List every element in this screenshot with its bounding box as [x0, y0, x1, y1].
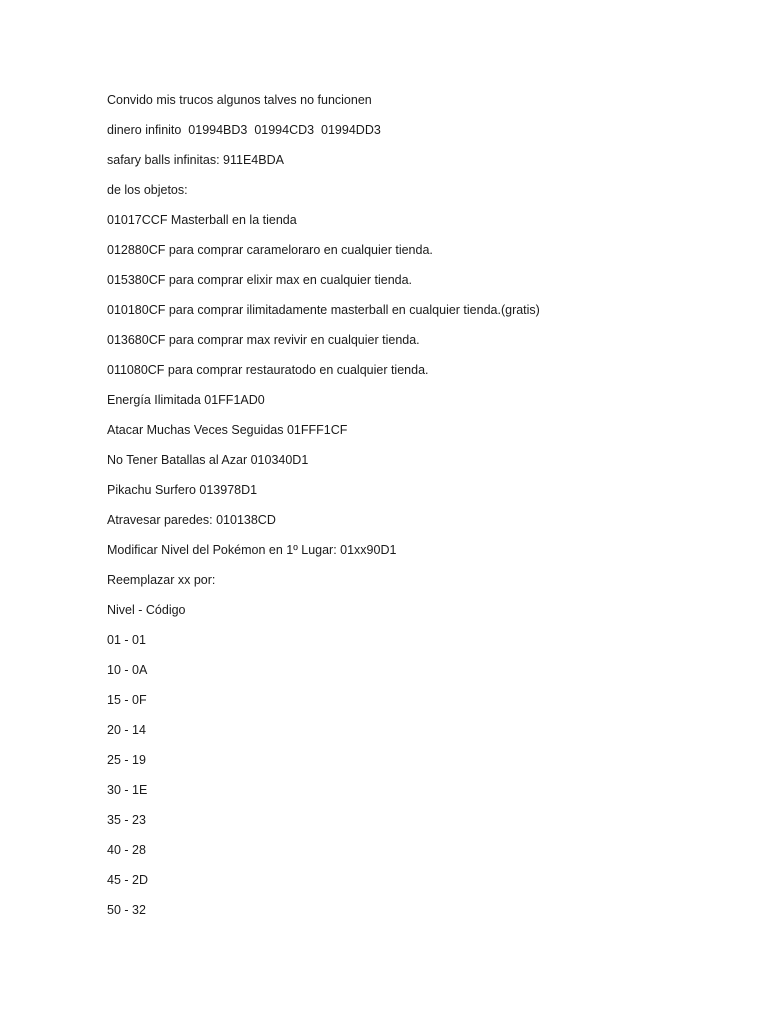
cheat-line-max-elixir: 015380CF para comprar elixir max en cualquier tienda. — [107, 273, 413, 287]
level-code-row: 20 - 14 — [107, 723, 146, 737]
level-table-header: Nivel - Código — [107, 603, 186, 617]
intro-line: Convido mis trucos algunos talves no funcionen — [107, 93, 372, 107]
level-code-row: 40 - 28 — [107, 843, 146, 857]
cheat-line-modify-level: Modificar Nivel del Pokémon en 1º Lugar: 01xx90D1 — [107, 543, 397, 557]
cheat-line-no-random-battles: No Tener Batallas al Azar 010340D1 — [107, 453, 309, 467]
level-code-row: 15 - 0F — [107, 693, 147, 707]
cheat-line-rare-candy: 012880CF para comprar carameloraro en cualquier tienda. — [107, 243, 433, 257]
cheat-line-infinite-money: dinero infinito 01994BD3 01994CD3 01994DD3 — [107, 123, 381, 137]
cheat-line-walk-through-walls: Atravesar paredes: 010138CD — [107, 513, 276, 527]
level-code-row: 01 - 01 — [107, 633, 146, 647]
cheat-line-max-revive: 013680CF para comprar max revivir en cualquier tienda. — [107, 333, 420, 347]
level-code-row: 30 - 1E — [107, 783, 148, 797]
cheat-line-surfing-pikachu: Pikachu Surfero 013978D1 — [107, 483, 258, 497]
cheat-line-unlimited-energy: Energía Ilimitada 01FF1AD0 — [107, 393, 265, 407]
cheat-line-safari-balls: safary balls infinitas: 911E4BDA — [107, 153, 284, 167]
cheat-line-unlimited-masterball: 010180CF para comprar ilimitadamente masterball en cualquier tienda.(gratis) — [107, 303, 540, 317]
level-code-row: 35 - 23 — [107, 813, 146, 827]
level-code-row: 10 - 0A — [107, 663, 148, 677]
level-code-row: 50 - 32 — [107, 903, 146, 917]
cheat-line-masterball-shop: 01017CCF Masterball en la tienda — [107, 213, 297, 227]
document-body — [107, 91, 727, 931]
level-code-row: 25 - 19 — [107, 753, 146, 767]
level-code-row: 45 - 2D — [107, 873, 148, 887]
section-heading-items: de los objetos: — [107, 183, 188, 197]
cheat-line-multi-attack: Atacar Muchas Veces Seguidas 01FFF1CF — [107, 423, 348, 437]
cheat-line-full-restore: 011080CF para comprar restauratodo en cualquier tienda. — [107, 363, 429, 377]
replace-instruction: Reemplazar xx por: — [107, 573, 216, 587]
